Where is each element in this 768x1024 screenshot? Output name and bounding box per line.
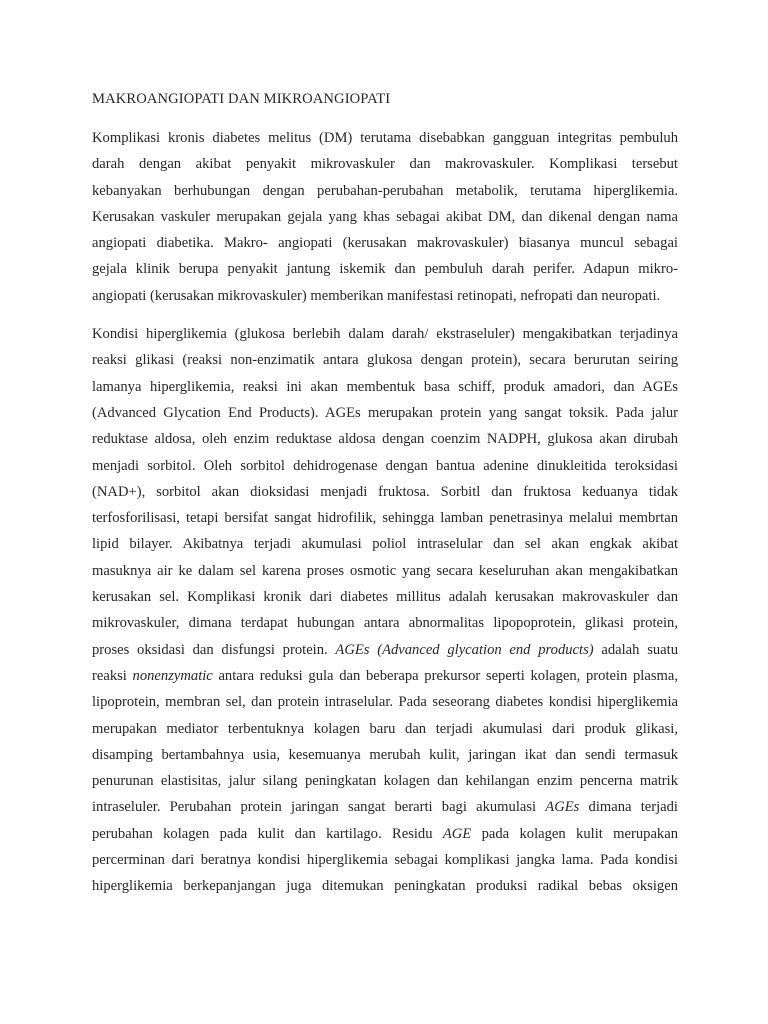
paragraph — [92, 125, 678, 309]
text-segment: darah dengan akibat penyakit mikrovaskuler dan makrovaskuler. Komplikasi tersebut — [92, 156, 678, 173]
text-line — [92, 847, 678, 873]
text-segment: percerminan dari beratnya kondisi hiperglikemia sebagai komplikasi jangka lama. Pada kondisi — [92, 852, 678, 869]
text-segment: menjadi sorbitol. Oleh sorbitol dehidrogenase dengan bantua adenine dinukleitida teroksidasi — [92, 457, 678, 474]
text-segment: pada kolagen kulit merupakan — [471, 825, 678, 842]
text-segment: angiopati (kerusakan mikrovaskuler) memberikan manifestasi retinopati, nefropati dan neuropati. — [92, 287, 661, 304]
text-line — [92, 821, 678, 847]
text-segment: disamping bertambahnya usia, kesemuanya merubah kulit, jaringan ikat dan sendi termasuk — [92, 746, 678, 763]
text-line — [92, 256, 678, 282]
italic-text: AGEs — [545, 799, 580, 816]
text-line — [92, 689, 678, 715]
text-segment: adalah suatu — [593, 641, 678, 658]
text-line — [92, 125, 678, 151]
text-segment: reaksi — [92, 667, 133, 684]
text-line — [92, 321, 678, 347]
text-line — [92, 505, 678, 531]
text-segment: (Advanced Glycation End Products). AGEs merupakan protein yang sangat toksik. Pada jalur — [92, 404, 678, 421]
text-segment: kerusakan sel. Komplikasi kronik dari diabetes millitus adalah kerusakan makrovaskuler dan — [92, 589, 678, 606]
text-line — [92, 426, 678, 452]
text-segment: (NAD+), sorbitol akan dioksidasi menjadi fruktosa. Sorbitl dan fruktosa keduanya tidak — [92, 483, 678, 500]
text-line — [92, 374, 678, 400]
document-title: MAKROANGIOPATI DAN MIKROANGIOPATI — [92, 91, 391, 107]
text-line — [92, 151, 678, 177]
text-segment: penurunan elastisitas, jalur silang peningkatan kolagen dan kehilangan enzim pencerna matrik — [92, 773, 678, 790]
text-segment: angiopati diabetika. Makro- angiopati (kerusakan makrovaskuler) biasanya muncul sebagai — [92, 235, 678, 252]
text-segment: lipid bilayer. Akibatnya terjadi akumulasi poliol intraselular dan sel akan engkak akibat — [92, 536, 678, 553]
text-segment: reaksi glikasi (reaksi non-enzimatik antara glukosa dengan protein), secara berurutan seiring — [92, 352, 678, 369]
text-segment: lamanya hiperglikemia, reaksi ini akan membentuk basa schiff, produk amadori, dan AGEs — [92, 378, 678, 395]
text-line — [92, 873, 678, 899]
text-line — [92, 716, 678, 742]
text-segment: gejala klinik berupa penyakit jantung iskemik dan pembuluh darah perifer. Adapun mikro- — [92, 261, 678, 278]
text-segment: Kondisi hiperglikemia (glukosa berlebih dalam darah/ ekstraseluler) mengakibatkan terjadinya — [92, 326, 678, 343]
text-segment: merupakan mediator terbentuknya kolagen baru dan terjadi akumulasi dari produk glikasi, — [92, 720, 678, 737]
text-line — [92, 637, 678, 663]
text-line — [92, 347, 678, 373]
text-line — [92, 204, 678, 230]
document-body — [92, 88, 678, 912]
text-line — [92, 479, 678, 505]
text-line — [92, 558, 678, 584]
text-line — [92, 400, 678, 426]
text-segment: dimana terjadi — [579, 799, 678, 816]
text-line — [92, 610, 678, 636]
text-segment: antara reduksi gula dan beberapa prekursor seperti kolagen, protein plasma, — [212, 667, 678, 684]
italic-text: nonenzymatic — [132, 667, 213, 684]
text-line — [92, 531, 678, 557]
text-segment: lipoprotein, membran sel, dan protein intraselular. Pada seseorang diabetes kondisi hiperglikemia — [92, 694, 678, 711]
text-line — [92, 283, 678, 309]
text-segment: perubahan kolagen pada kulit dan kartilago. Residu — [92, 825, 443, 842]
text-segment: Kerusakan vaskuler merupakan gejala yang khas sebagai akibat DM, dan dikenal dengan nama — [92, 208, 678, 225]
text-segment: hiperglikemia berkepanjangan juga ditemukan peningkatan produksi radikal bebas oksigen — [92, 878, 678, 895]
text-line — [92, 768, 678, 794]
text-segment: proses oksidasi dan disfungsi protein. — [92, 641, 336, 658]
paragraphs — [92, 125, 678, 900]
paragraph — [92, 321, 678, 900]
text-line — [92, 178, 678, 204]
text-line — [92, 230, 678, 256]
text-line — [92, 742, 678, 768]
text-segment: mikrovaskuler, dimana terdapat hubungan antara abnormalitas lipopoprotein, glikasi protein, — [92, 615, 678, 632]
text-segment: kebanyakan berhubungan dengan perubahan-perubahan metabolik, terutama hiperglikemia. — [92, 182, 678, 199]
text-line — [92, 584, 678, 610]
text-segment: Komplikasi kronis diabetes melitus (DM) terutama disebabkan gangguan integritas pembuluh — [92, 130, 678, 146]
text-segment: terfosforilisasi, tetapi bersifat sangat hidrofilik, sehingga lamban penetrasinya melalui membrtan — [92, 510, 678, 527]
text-line — [92, 453, 678, 479]
italic-text: AGEs (Advanced glycation end products) — [335, 641, 594, 658]
text-segment: reduktase aldosa, oleh enzim reduktase aldosa dengan coenzim NADPH, glukosa akan dirubah — [92, 431, 678, 448]
text-line — [92, 794, 678, 820]
text-line — [92, 663, 678, 689]
text-segment: intraseluler. Perubahan protein jaringan sangat berarti bagi akumulasi — [92, 799, 546, 816]
text-segment: masuknya air ke dalam sel karena proses osmotic yang secara keseluruhan akan mengakibatkan — [92, 562, 678, 579]
italic-text: AGE — [442, 825, 472, 842]
